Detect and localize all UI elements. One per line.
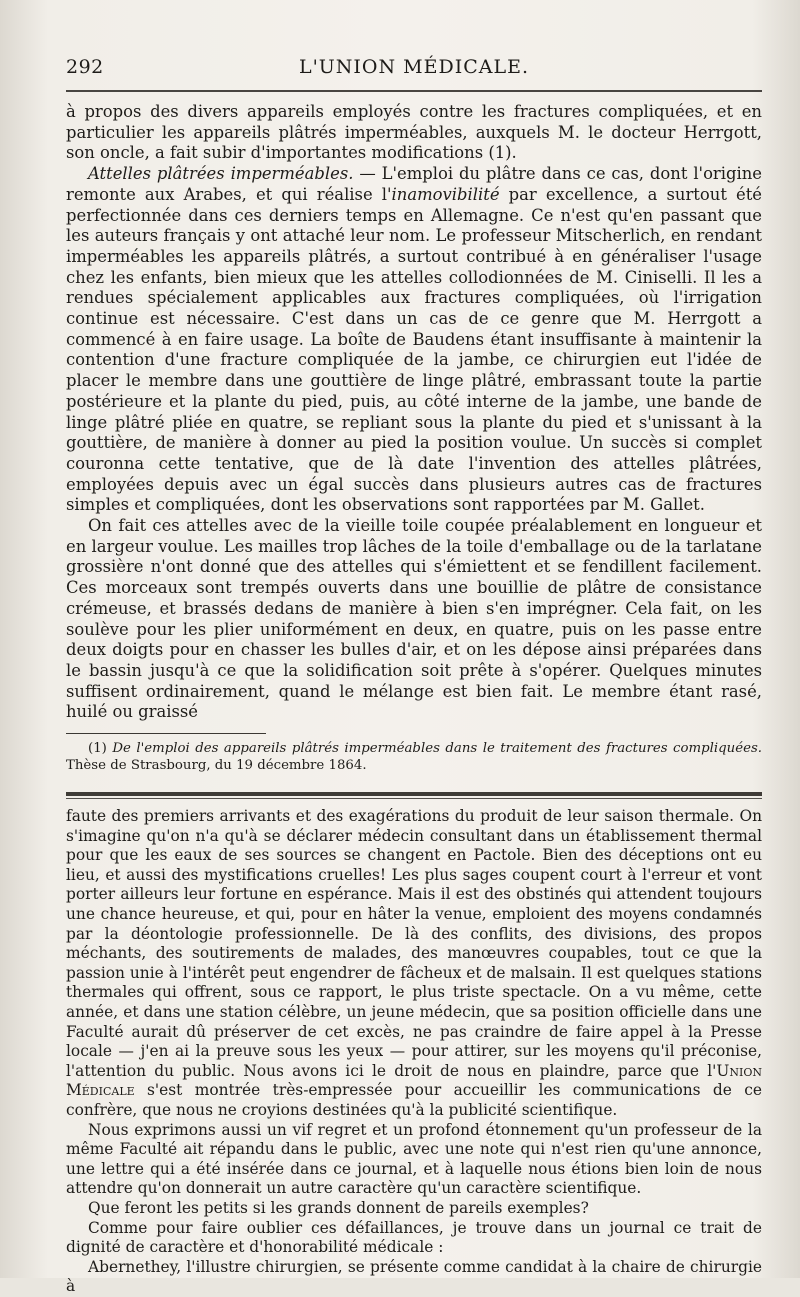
article-paragraph-2 (66, 164, 762, 516)
feuilleton-paragraph-5: Abernethey, l'illustre chirurgien, se présente comme candidat à la chaire de chirurgie à (66, 1257, 762, 1296)
article-paragraph-3: On fait ces attelles avec de la vieille toile coupée préalablement en longueur et en largeur voulue. Les mailles trop lâches de la toile d'emballage ou de la tarlatane grossière n'ont donné que des attelles qui s'émiettent et se fendillent facilement. Ces morceaux sont trempés ouverts dans une bouillie de plâtre de consistance crémeuse, et brassés dedans de manière à bien s'en imprégner. Cela fait, on les soulève pour les plier uniformément en deux, en quatre, puis on les passe entre deux doigts pour en chasser les bulles d'air, et on les dépose ainsi préparées dans le bassin jusqu'à ce que la solidification soit prête à s'opérer. Quelques minutes suffisent ordinairement, quand le mélange est bien fait. Le membre étant rasé, huilé ou graissé (66, 516, 762, 722)
feuilleton-paragraph-1-text-a: faute des premiers arrivants et des exagérations du produit de leur saison thermale. On s'imagine qu'on n'a qu'à se déclarer médecin consultant dans un établissement thermal pour que les eaux de ses sources se changent en Pactole. Bien des déceptions ont eu lieu, et aussi des mystifications cruelles! Les plus sages coupent court à l'erreur et vont porter ailleurs leur fortune en espérance. Mais il est des obstinés qui attendent toujours une chance heureuse, et qui, pour en hâter la venue, emploient des moyens condamnés par la déontologie professionnelle. De là des conflits, des divisions, des propos méchants, des soutirements de malades, des manœuvres coupables, tout ce que la passion unie à l'intérêt peut engendrer de fâcheux et de malsain. Il est quelques stations thermales qui offrent, sous ce rapport, le plus triste spectacle. On a vu même, cette année, et dans une station célèbre, un jeune médecin, que sa position officielle dans une Faculté aurait dû préserver de cet excès, ne pas craindre de faire appel à la Presse locale — j'en ai la preuve sous les yeux — pour attirer, sur les moyens qu'il préconise, l'attention du public. Nous avons ici le droit de nous en plaindre, parce que l' (66, 807, 762, 1080)
footnote-rest: Thèse de Strasbourg, du 19 décembre 1864. (66, 758, 367, 774)
article-body (66, 102, 762, 723)
running-title: L'UNION MÉDICALE. (298, 56, 530, 78)
page-header (66, 56, 762, 84)
feuilleton-paragraph-3: Que feront les petits si les grands donnent de pareils exemples? (88, 1198, 589, 1217)
footnote-mark: (1) (88, 741, 113, 757)
page-number: 292 (66, 56, 104, 78)
feuilleton-rule-thick (66, 792, 762, 796)
feuilleton-body (66, 807, 762, 1297)
feuilleton-paragraph-1-text-b: s'est montrée très-empressée pour accueillir les communications de ce confrère, que nous ne croyions destinées qu'à la publicité scientifique. (66, 1081, 762, 1119)
feuilleton-rule-thin (66, 798, 762, 799)
feuilleton-paragraph-2: Nous exprimons aussi un vif regret et un profond étonnement qu'un professeur de la même Faculté ait répandu dans le public, avec une note qui n'est rien qu'une annonce, une lettre qui a été insérée dans ce journal, et à laquelle nous étions bien loin de nous attendre qu'on donnerait un autre caractère qu'un caractère scientifique. (66, 1120, 762, 1198)
header-rule (66, 90, 762, 92)
article-paragraph-2-text-b: par excellence, a surtout été perfectionnée dans ces derniers temps en Allemagne. Ce n'est qu'en passant que les auteurs français y ont attaché leur nom. Le professeur Mitscherlich, en rendant imperméables les appareils plâtrés, a surtout contribué à en généraliser l'usage chez les enfants, bien mieux que les attelles collodionnées de M. Ciniselli. Il les a rendues spécialement applicables aux fractures compliquées, où l'irrigation continue est nécessaire. C'est dans un cas de ce genre que M. Herrgott a commencé à en faire usage. La boîte de Baudens étant insuffisante à maintenir la contention d'une fracture compliquée de la jambe, ce chirurgien eut l'idée de placer le membre dans une gouttière de linge plâtré, embrassant toute la partie postérieure et la plante du pied, puis, au côté interne de la jambe, une bande de linge plâtré pliée en quatre, se repliant sous la plante du pied et s'unissant à la gouttière, de manière à donner au pied la position voulue. Un succès si complet couronna cette tentative, que de là date l'invention des attelles plâtrées, employées depuis avec un égal succès dans plusieurs autres cas de fractures simples et compliquées, dont les observations sont rapportées par M. Gallet. (66, 184, 763, 515)
article-italic-term: inamovibilité (391, 184, 500, 204)
footnote-title: De l'emploi des appareils plâtrés imperméables dans le traitement des fractures compliquées. (112, 741, 763, 757)
feuilleton-paragraph-4: Comme pour faire oublier ces défaillances, je trouve dans un journal ce trait de dignité de caractère et d'honorabilité médicale : (66, 1218, 762, 1257)
footnote (66, 740, 762, 774)
article-paragraph-1: à propos des divers appareils employés contre les fractures compliquées, et en particulier les appareils plâtrés imperméables, auxquels M. le docteur Herrgott, son oncle, a fait subir d'importantes modifications (1). (66, 102, 762, 163)
article-paragraph-2-text-a: — L'emploi du plâtre dans ce cas, dont l'origine remonte aux Arabes, et qui réalise l' (66, 164, 762, 204)
section-heading-attelles: Attelles plâtrées imperméables. (88, 164, 354, 184)
footnote-rule (66, 733, 266, 734)
feuilleton-paragraph-1 (66, 807, 762, 1121)
journal-name: Union Médicale (66, 1061, 762, 1100)
